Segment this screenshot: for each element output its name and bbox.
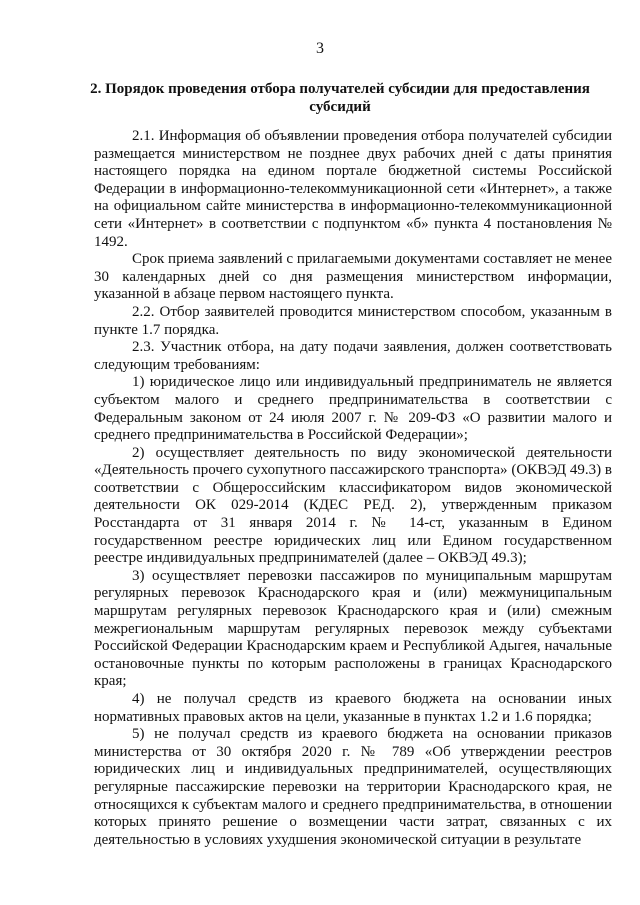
requirement-2: 2) осуществляет деятельность по виду экономической деятельности «Деятельность прочего сухопутного пассажирского транспорта» (ОКВЭД 49.3) в соответствии с Общероссийским классификатором видов экономической деятельности ОК 029-2014 (КДЕС РЕД. 2), утвержденным приказом Росстандарта от 31 января 2014 г. № 14-ст, указанным в Едином государственном реестре юридических лиц или Едином государственном реестре индивидуальных предпринимателей (далее – ОКВЭД 49.3); <box>94 444 612 567</box>
requirement-5: 5) не получал средств из краевого бюджета на основании приказов министерства от 30 октября 2020 г. № 789 «Об утверждении реестров юридических лиц и индивидуальных предпринимателей, осуществляющих регулярные пассажирские перевозки на территории Краснодарского края, не относящихся к субъектам малого и среднего предпринимательства, в отношении которых принято решение о возмещении части затрат, связанных с их деятельностью в условиях ухудшения экономической ситуации в результате <box>94 726 612 848</box>
requirement-1: 1) юридическое лицо или индивидуальный предприниматель не является субъектом малого и среднего предпринимательства в соответствии с Федеральным законом от 24 июля 2007 г. № 209-ФЗ «О развитии малого и среднего предпринимательства в Российской Федерации»; <box>94 374 612 444</box>
paragraph-2-3: 2.3. Участник отбора, на дату подачи заявления, должен соответствовать следующим требованиям: <box>94 339 612 373</box>
page-number: 3 <box>316 40 324 57</box>
section-heading: 2. Порядок проведения отбора получателей субсидии для предоставления субсидий <box>90 81 590 115</box>
requirement-4: 4) не получал средств из краевого бюджета на основании иных нормативных правовых актов на цели, указанные в пунктах 1.2 и 1.6 порядка; <box>94 691 612 725</box>
document-body <box>94 128 612 849</box>
requirement-3: 3) осуществляет перевозки пассажиров по муниципальным маршрутам регулярных перевозок Краснодарского края и (или) межмуниципальным маршрутам регулярных перевозок Краснодарского края и (или) смежным межрегиональным маршрутам регулярных перевозок между субъектами Российской Федерации Краснодарским краем и Республикой Адыгея, начальные остановочные пункты по которым расположены в границах Краснодарского края; <box>94 567 612 690</box>
paragraph-2-1: 2.1. Информация об объявлении проведения отбора получателей субсидии размещается министерством не позднее двух рабочих дней с даты принятия настоящего порядка на едином портале бюджетной системы Российской Федерации в информационно-телекоммуникационной сети «Интернет», а также на официальном сайте министерства в информационно-телекоммуникационной сети «Интернет» в соответствии с подпунктом «б» пункта 4 постановления № 1492. <box>94 128 612 250</box>
paragraph-2-2: 2.2. Отбор заявителей проводится министерством способом, указанным в пункте 1.7 порядка. <box>94 303 612 338</box>
paragraph-application-term: Срок приема заявлений с прилагаемыми документами составляет не менее 30 календарных дней со дня размещения министерством информации, указанной в абзаце первом настоящего пункта. <box>94 251 612 303</box>
